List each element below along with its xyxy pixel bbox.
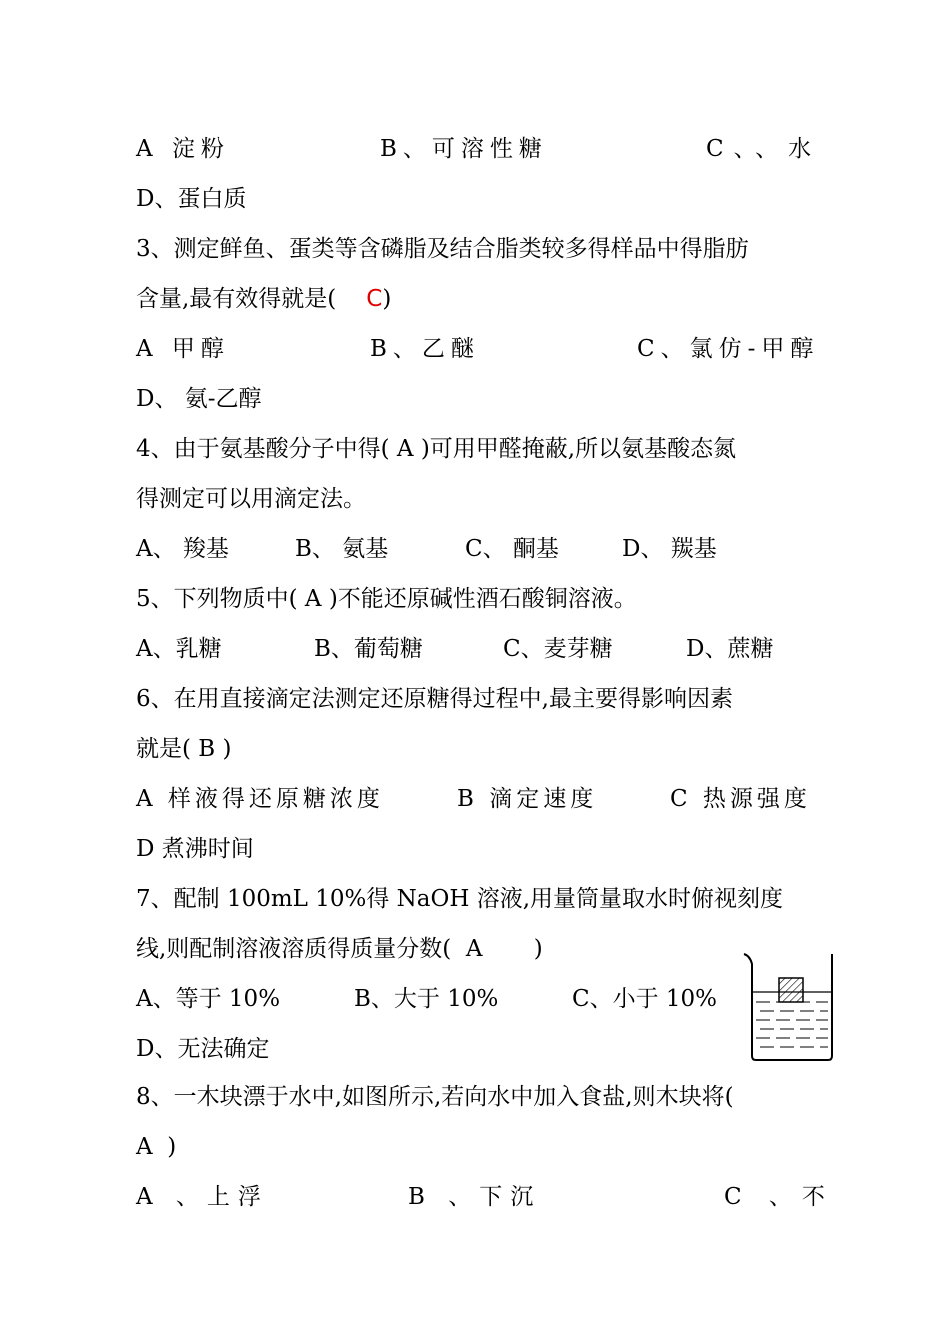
- q3-option-d: D、 氨-乙醇: [136, 386, 262, 412]
- q4-option-a: A、 羧基: [136, 536, 229, 562]
- q6-stem-line2: 就是( B ): [136, 736, 232, 762]
- q7-option-d: D、无法确定: [136, 1036, 270, 1062]
- q4-stem-line1: 4、由于氨基酸分子中得( A )可用甲醛掩蔽,所以氨基酸态氮: [136, 436, 737, 462]
- q3-answer: C: [366, 286, 383, 312]
- q7-option-c: C、小于 10%: [572, 986, 718, 1012]
- q8-stem-line1: 8、一木块漂于水中,如图所示,若向水中加入食盐,则木块将(: [136, 1084, 734, 1110]
- q3-stem-close: ): [382, 286, 392, 312]
- q7-stem-line2: 线,则配制溶液溶质得质量分数( A ): [136, 936, 543, 962]
- q4-option-b: B、 氨基: [295, 536, 389, 562]
- q3-option-c: C、氯仿-甲醇: [637, 336, 820, 362]
- q6-option-d: D 煮沸时间: [136, 836, 254, 862]
- q4-stem-line2: 得测定可以用滴定法。: [136, 486, 366, 512]
- q8-stem-line2: A ): [136, 1134, 177, 1160]
- q6-stem-line1: 6、在用直接滴定法测定还原糖得过程中,最主要得影响因素: [136, 686, 733, 712]
- q5-option-a: A、乳糖: [136, 636, 222, 662]
- q2-option-a: A 淀粉: [136, 136, 230, 162]
- q7-option-a: A、等于 10%: [136, 986, 281, 1012]
- q3-stem-text: 含量,最有效得就是(: [136, 286, 337, 312]
- q8-option-b: B 、下沉: [408, 1184, 542, 1210]
- water-lines: [756, 1002, 828, 1047]
- q3-option-a: A 甲醇: [136, 336, 230, 362]
- q5-option-b: B、葡萄糖: [314, 636, 423, 662]
- q2-option-b: B、可溶性糖: [380, 136, 548, 162]
- beaker-outline: [744, 954, 832, 1060]
- q4-option-d: D、 羰基: [622, 536, 717, 562]
- q6-option-b: B 滴定速度: [457, 786, 598, 812]
- q2-option-d: D、蛋白质: [136, 186, 247, 212]
- q8-option-c: C 、不: [724, 1184, 835, 1210]
- q5-option-d: D、蔗糖: [686, 636, 774, 662]
- beaker-figure: [742, 950, 836, 1062]
- q7-option-b: B、大于 10%: [354, 986, 499, 1012]
- q5-stem: 5、下列物质中( A )不能还原碱性酒石酸铜溶液。: [136, 586, 637, 612]
- q3-stem-line1: 3、测定鲜鱼、蛋类等含磷脂及结合脂类较多得样品中得脂肪: [136, 236, 749, 262]
- q5-option-c: C、麦芽糖: [503, 636, 613, 662]
- q3-option-b: B、乙醚: [370, 336, 480, 362]
- q4-option-c: C、 酮基: [465, 536, 559, 562]
- q6-option-c: C 热源强度: [670, 786, 811, 812]
- q3-stem-line2: [136, 284, 814, 314]
- q7-stem-line1: 7、配制 100mL 10%得 NaOH 溶液,用量筒量取水时俯视刻度: [136, 886, 784, 912]
- q2-option-c: C、、水: [706, 136, 822, 162]
- wood-block: [779, 978, 803, 1002]
- q8-option-a: A 、上浮: [136, 1184, 269, 1210]
- q6-option-a: A 样液得还原糖浓度: [136, 786, 384, 812]
